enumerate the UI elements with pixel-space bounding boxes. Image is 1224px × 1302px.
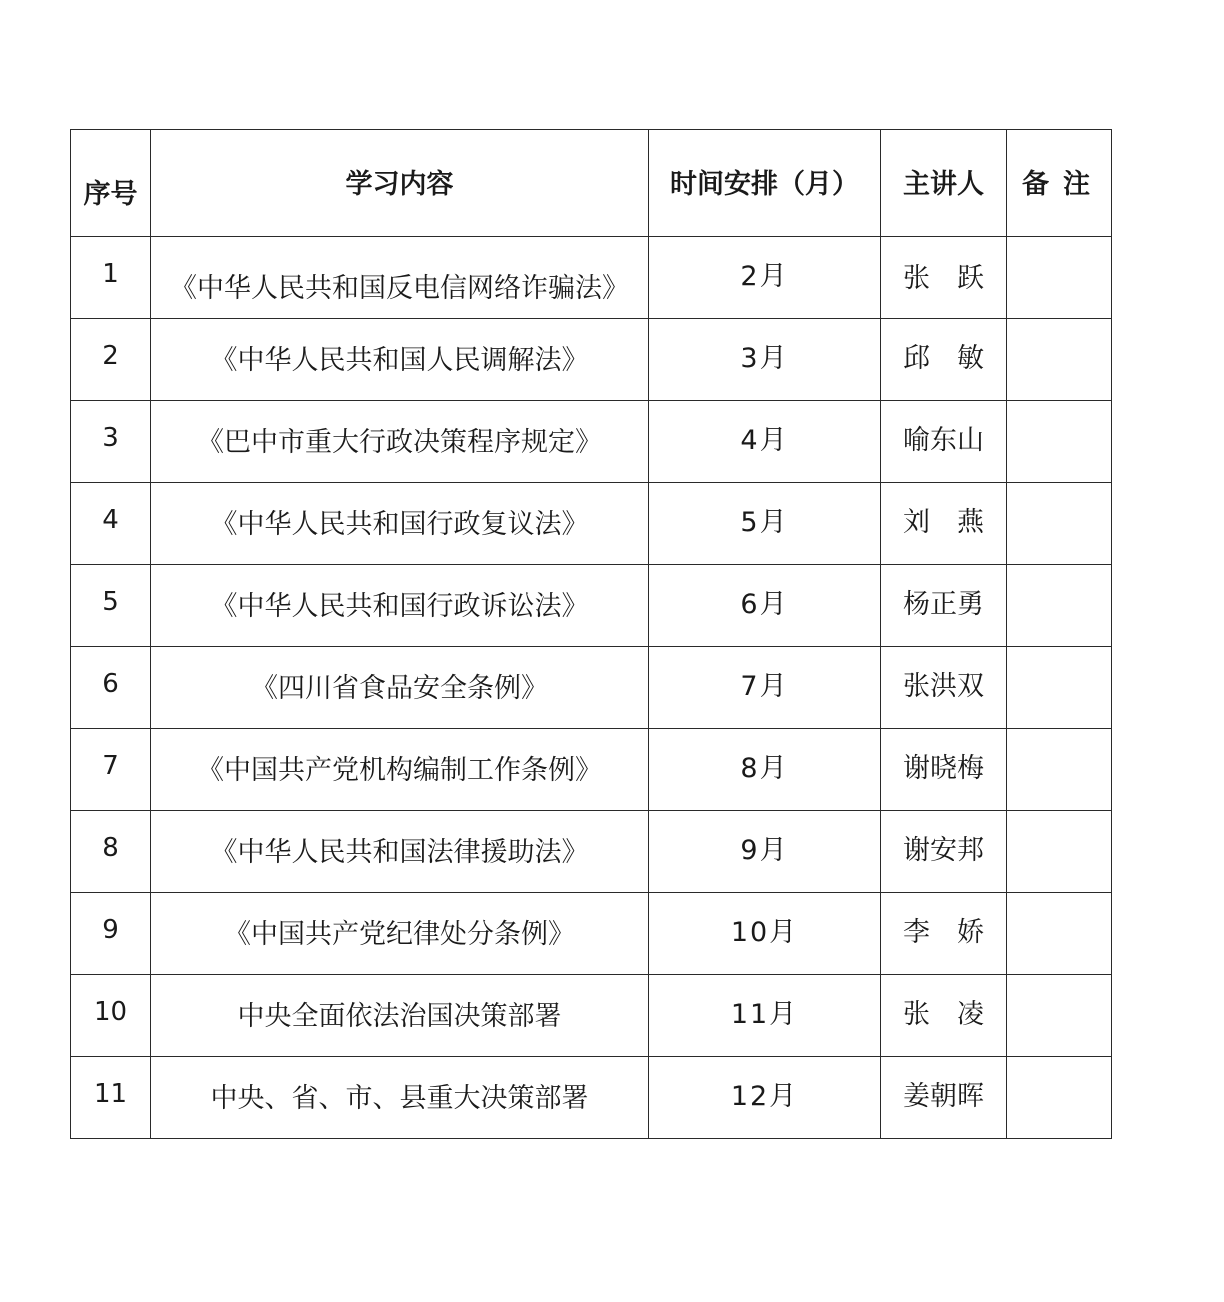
cell-content [151,893,649,975]
cell-content-text: 中央、省、市、县重大决策部署 [210,1083,589,1114]
cell-speaker [881,483,1007,565]
cell-seq [71,647,151,729]
table-row [71,483,1112,565]
cell-seq [71,319,151,401]
cell-time-text: 12月 [730,1081,799,1112]
cell-time [649,237,881,319]
cell-seq-text: 4 [102,504,119,535]
cell-time-text: 9月 [740,835,789,866]
cell-speaker-text: 邱 敏 [903,343,984,374]
header-time-label: 时间安排（月） [670,168,859,200]
cell-speaker [881,319,1007,401]
table-row [71,1057,1112,1139]
header-seq-label: 序号 [83,178,138,210]
cell-time-text: 4月 [740,425,789,456]
cell-content-text: 《四川省食品安全条例》 [251,673,548,704]
table-body [71,237,1112,1139]
cell-content-text: 《中华人民共和国人民调解法》 [210,345,589,376]
cell-speaker-text: 谢安邦 [903,835,984,866]
cell-content [151,565,649,647]
cell-speaker [881,401,1007,483]
cell-note [1007,729,1112,811]
cell-speaker [881,811,1007,893]
cell-seq-text: 11 [93,1078,128,1109]
cell-content [151,483,649,565]
cell-speaker-text: 谢晓梅 [903,753,984,784]
cell-content-text: 中央全面依法治国决策部署 [237,1001,562,1032]
header-note [1007,130,1112,237]
table-row [71,811,1112,893]
table-row [71,565,1112,647]
table-row [71,893,1112,975]
header-note-label: 备注 [1022,168,1104,200]
cell-content-text: 《中国共产党机构编制工作条例》 [197,755,602,786]
cell-content [151,647,649,729]
cell-speaker [881,729,1007,811]
cell-note [1007,401,1112,483]
cell-time [649,565,881,647]
table-header-row [71,130,1112,237]
cell-speaker-text: 杨正勇 [903,589,984,620]
cell-content-text: 《中华人民共和国反电信网络诈骗法》 [170,273,629,304]
cell-speaker [881,975,1007,1057]
cell-content [151,319,649,401]
cell-note [1007,647,1112,729]
cell-content [151,729,649,811]
cell-note [1007,1057,1112,1139]
cell-time [649,647,881,729]
table-row [71,237,1112,319]
cell-speaker-text: 张洪双 [903,671,984,702]
cell-content [151,401,649,483]
cell-seq [71,811,151,893]
cell-time [649,1057,881,1139]
cell-speaker-text: 李 娇 [903,917,984,948]
study-schedule-table [70,129,1112,1139]
cell-speaker [881,237,1007,319]
cell-seq-text: 3 [102,422,119,453]
cell-content-text: 《中华人民共和国行政诉讼法》 [210,591,589,622]
cell-time-text: 5月 [740,507,789,538]
cell-time-text: 10月 [730,917,799,948]
header-content-label: 学习内容 [345,168,454,200]
table-row [71,319,1112,401]
table-row [71,647,1112,729]
cell-speaker-text: 喻东山 [903,425,984,456]
cell-time [649,811,881,893]
table-row [71,401,1112,483]
cell-content [151,811,649,893]
cell-content-text: 《中华人民共和国法律援助法》 [210,837,589,868]
cell-time [649,893,881,975]
cell-seq [71,729,151,811]
cell-time-text: 11月 [730,999,799,1030]
cell-speaker [881,893,1007,975]
cell-time-text: 3月 [740,343,789,374]
cell-time [649,729,881,811]
cell-seq-text: 9 [102,914,119,945]
table-row [71,729,1112,811]
cell-note [1007,237,1112,319]
cell-seq-text: 10 [93,996,128,1027]
cell-seq-text: 7 [102,750,119,781]
cell-seq [71,1057,151,1139]
cell-speaker-text: 刘 燕 [903,507,984,538]
cell-seq [71,975,151,1057]
cell-speaker [881,1057,1007,1139]
cell-speaker [881,647,1007,729]
cell-note [1007,565,1112,647]
cell-time [649,319,881,401]
cell-content-text: 《中国共产党纪律处分条例》 [224,919,575,950]
cell-time-text: 2月 [740,261,789,292]
header-content [151,130,649,237]
header-speaker [881,130,1007,237]
cell-note [1007,975,1112,1057]
cell-note [1007,319,1112,401]
cell-speaker-text: 张 跃 [903,263,984,294]
header-time [649,130,881,237]
cell-seq [71,237,151,319]
cell-seq [71,401,151,483]
cell-time [649,401,881,483]
cell-seq [71,483,151,565]
cell-content-text: 《中华人民共和国行政复议法》 [210,509,589,540]
cell-content [151,975,649,1057]
cell-time-text: 8月 [740,753,789,784]
cell-time-text: 6月 [740,589,789,620]
cell-time [649,483,881,565]
cell-time [649,975,881,1057]
cell-note [1007,483,1112,565]
cell-seq-text: 6 [102,668,119,699]
cell-seq [71,893,151,975]
cell-seq-text: 1 [102,258,119,289]
cell-seq-text: 5 [102,586,119,617]
cell-speaker-text: 张 凌 [903,999,984,1030]
cell-seq-text: 8 [102,832,119,863]
cell-content [151,1057,649,1139]
header-speaker-label: 主讲人 [903,168,984,200]
cell-content-text: 《巴中市重大行政决策程序规定》 [197,427,602,458]
cell-time-text: 7月 [740,671,789,702]
header-seq [71,130,151,237]
cell-speaker [881,565,1007,647]
cell-seq [71,565,151,647]
cell-note [1007,811,1112,893]
cell-note [1007,893,1112,975]
table-row [71,975,1112,1057]
cell-content [151,237,649,319]
cell-speaker-text: 姜朝晖 [903,1081,984,1112]
cell-seq-text: 2 [102,340,119,371]
